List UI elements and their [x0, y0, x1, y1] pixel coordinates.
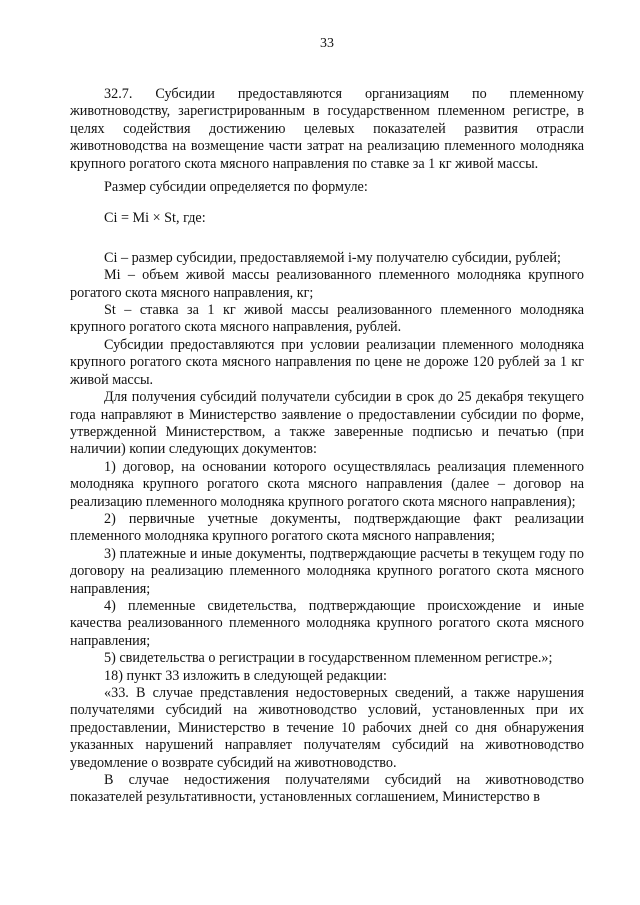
paragraph-33-indicators: В случае недостижения получателями субсидий на животноводство показателей результативности, установленных соглашением, Министерство в	[70, 772, 584, 806]
paragraph-32-7: 32.7. Субсидии предоставляются организациям по племенному животноводству, зарегистрированным в государственном племенном регистре, в целях содействия достижению целевых показателей развития отрасли животноводства на возмещение части затрат на реализацию племенного молодняка крупного рогатого скота мясного направления по ставке за 1 кг живой массы.	[70, 86, 584, 172]
list-item-1: 1) договор, на основании которого осуществлялась реализация племенного молодняка крупного рогатого скота мясного направления (далее – договор на реализацию племенного молодняка крупного рогатого скота мясного направления);	[70, 458, 584, 510]
paragraph-item-18: 18) пункт 33 изложить в следующей редакции:	[104, 667, 387, 684]
subsidy-formula: Ci = Mi × St, где:	[104, 210, 206, 227]
page-number: 33	[320, 36, 334, 51]
list-item-3: 3) платежные и иные документы, подтверждающие расчеты в текущем году по договору на реализацию племенного молодняка крупного рогатого скота мясного направления;	[70, 545, 584, 597]
document-body	[70, 86, 584, 807]
paragraph-ci-definition: Ci – размер субсидии, предоставляемой i-му получателю субсидии, рублей;	[104, 249, 561, 266]
paragraph-price-condition: Субсидии предоставляются при условии реализации племенного молодняка крупного рогатого скота мясного направления по цене не дороже 120 рублей за 1 кг живой массы.	[70, 336, 584, 388]
paragraph-formula-intro: Размер субсидии определяется по формуле:	[104, 179, 368, 196]
paragraph-33-violations: «33. В случае представления недостоверных сведений, а также нарушения получателями субсидий на животноводство условий, установленных при их предоставлении, Министерство в течение 10 рабочих дней со дня обнаружения указанных нарушений направляет получателям субсидий на животноводство уведомление о возврате субсидий на животноводство.	[70, 685, 584, 771]
list-item-2: 2) первичные учетные документы, подтверждающие факт реализации племенного молодняка крупного рогатого скота мясного направления;	[70, 510, 584, 545]
paragraph-mi-definition: Mi – объем живой массы реализованного племенного молодняка крупного рогатого скота мясного направления, кг;	[70, 267, 584, 301]
list-item-5: 5) свидетельства о регистрации в государственном племенном регистре.»;	[104, 650, 553, 667]
list-item-4: 4) племенные свидетельства, подтверждающие происхождение и иные качества реализованного племенного молодняка крупного рогатого скота мясного направления;	[70, 597, 584, 649]
paragraph-st-definition: St – ставка за 1 кг живой массы реализованного племенного молодняка крупного рогатого скота мясного направления, рублей.	[70, 302, 584, 336]
paragraph-application-deadline: Для получения субсидий получатели субсидии в срок до 25 декабря текущего года направляют в Министерство заявление о предоставлении субсидии по форме, утвержденной Министерством, а также заверенные подписью и печатью (при наличии) копии следующих документов:	[70, 389, 584, 458]
